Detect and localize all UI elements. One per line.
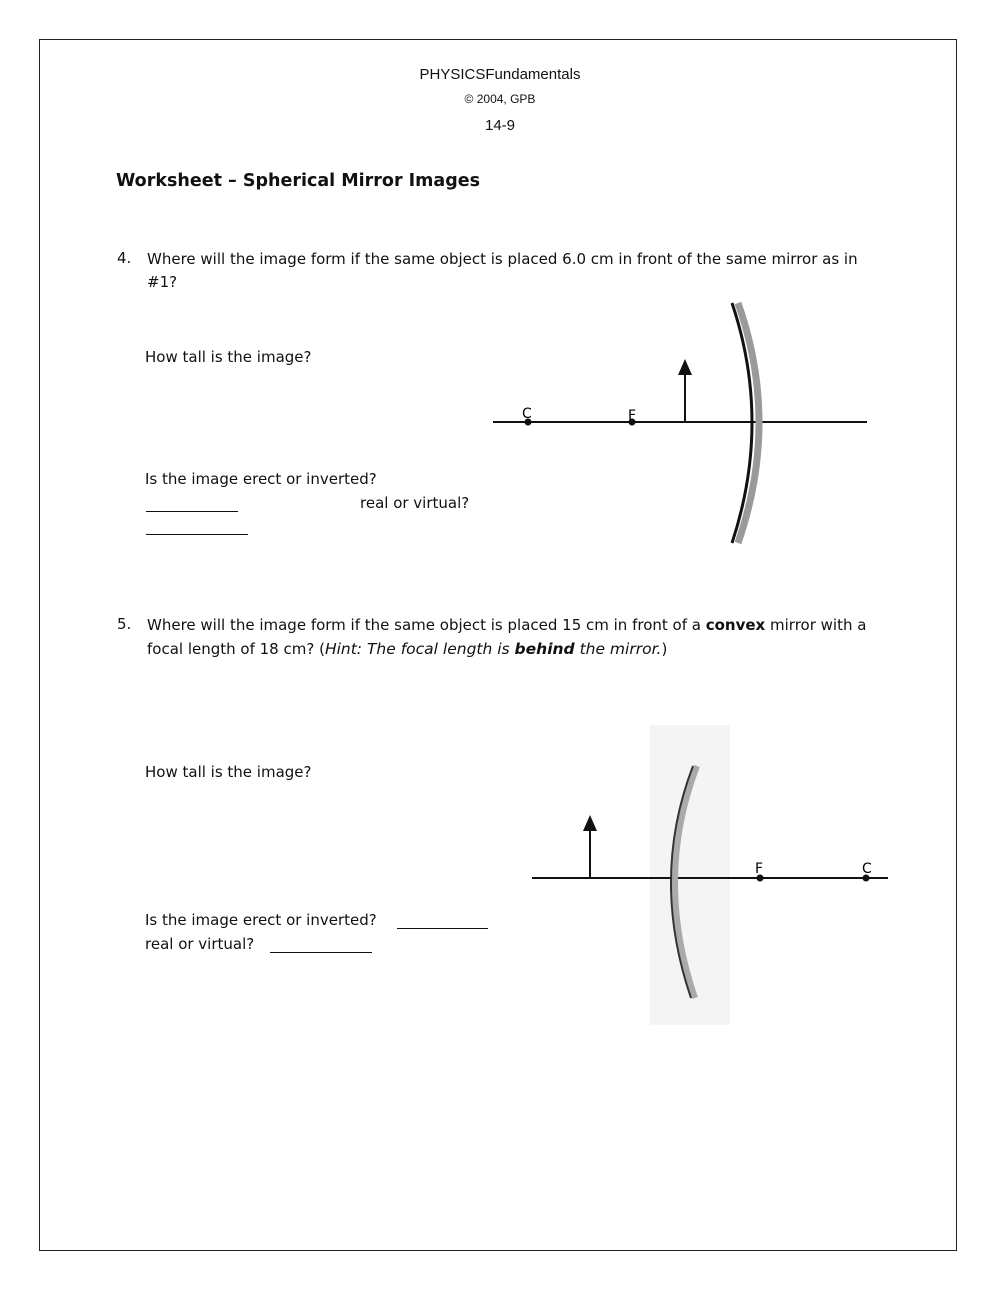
q5-label-f: F	[755, 861, 764, 877]
q5-how-tall: How tall is the image?	[145, 763, 312, 781]
q4-text-line2: #1?	[147, 273, 178, 291]
q5-number: 5.	[117, 615, 132, 633]
worksheet-title: Worksheet – Spherical Mirror Images	[116, 171, 481, 191]
q4-erect-question: Is the image erect or inverted?	[145, 470, 377, 488]
header-series: PHYSICSFundamentals	[419, 66, 581, 83]
header-page-number: 14-9	[484, 117, 516, 134]
q4-how-tall: How tall is the image?	[145, 348, 312, 366]
q5-erect-answer-blank[interactable]	[397, 914, 488, 929]
q5-erect-question: Is the image erect or inverted?	[145, 911, 377, 929]
q4-label-f: F	[628, 408, 637, 424]
q4-number: 4.	[117, 249, 132, 267]
q5-real-question: real or virtual?	[145, 935, 255, 953]
q5-text-line2: focal length of 18 cm? (Hint: The focal length is behind the mirror.)	[147, 640, 668, 658]
q5-text-line1: Where will the image form if the same object is placed 15 cm in front of a convex mirror with a	[147, 616, 867, 634]
q4-concave-mirror-diagram	[480, 295, 880, 555]
header-copyright: © 2004, GPB	[464, 92, 536, 106]
q4-erect-answer-blank[interactable]	[146, 497, 238, 512]
q5-label-c: C	[862, 861, 872, 877]
q4-text-line1: Where will the image form if the same object is placed 6.0 cm in front of the same mirror as in	[147, 250, 858, 268]
q4-real-question: real or virtual?	[360, 494, 470, 512]
q4-label-c: C	[522, 406, 532, 422]
q5-object-arrow-head	[583, 815, 597, 831]
q5-convex-mirror-diagram	[520, 720, 900, 1030]
q4-object-arrow-head	[678, 359, 692, 375]
q5-real-answer-blank[interactable]	[270, 938, 372, 953]
q4-real-answer-blank[interactable]	[146, 520, 248, 535]
